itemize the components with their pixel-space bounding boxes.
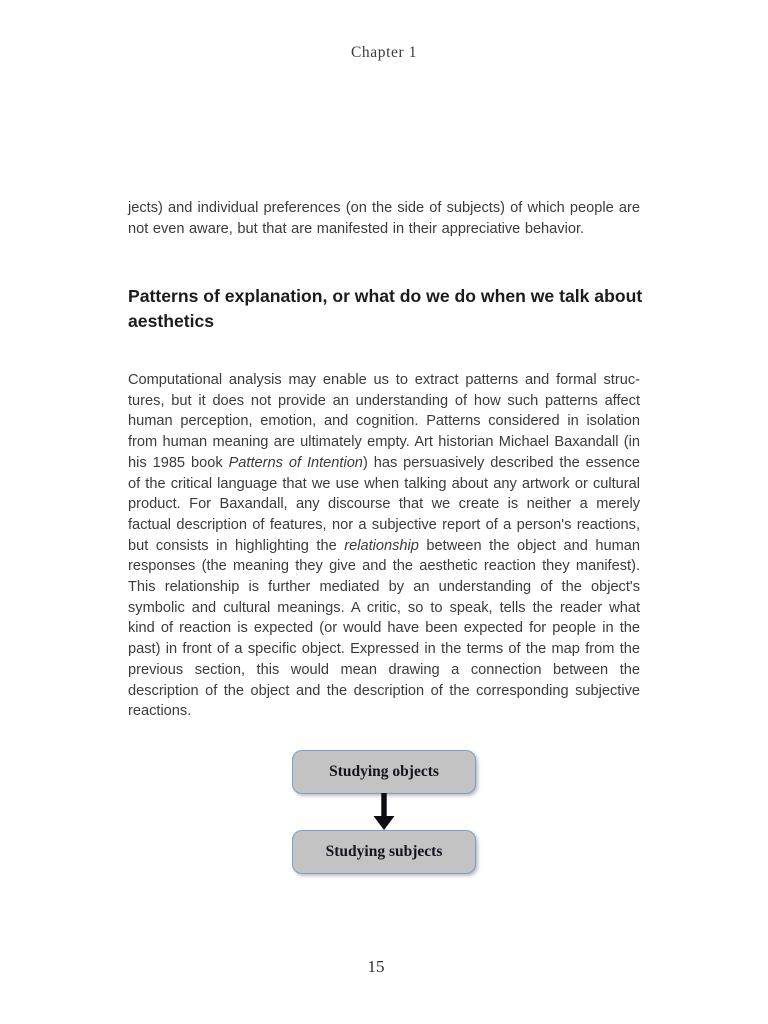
intro-paragraph: jects) and individual preferences (on the side of subjects) of which people are not even aware, but that are manifested in their appreciative behavior.	[128, 200, 640, 237]
page-number: 15	[367, 957, 385, 976]
diagram-box-studying-subjects	[292, 830, 476, 874]
running-header: Chapter 1	[350, 44, 418, 61]
diagram-box-top-label: Studying objects	[329, 763, 439, 780]
body-paragraph: Computational analysis may enable us to extract patterns and formal structures, but it does not provide an understanding of how such patterns affect human perception, emotion, and cognition. Patterns considered in isolation from human meaning are ultimately empty. Art historian Michael Baxandall (in his 1985 book Patterns of Intention) has persuasively described the essence of the critical language that we use when talking about any artwork or cultural product. For Baxandall, any discourse that we create is neither a merely factual description of features, nor a subjective report of a person's reactions, but consists in highlighting the relationship between the object and human responses (the meaning they give and the aesthetic reaction they manifest). This relationship is further mediated by an understanding of the object's symbolic and cultural meanings. A critic, so to speak, tells the reader what kind of reaction is expected (or would have been expected for people in the past) in front of a specific object. Expressed in the terms of the map from the previous section, this would mean drawing a connection between the description of the object and the description of the corresponding subjective reactions.	[128, 372, 641, 720]
section-heading: Patterns of explanation, or what do we do when we talk about aesthetics	[128, 286, 643, 331]
arrow-down-icon	[364, 793, 404, 831]
diagram-box-studying-objects	[292, 750, 476, 794]
diagram-box-bottom-label: Studying subjects	[325, 843, 443, 860]
flow-diagram	[0, 750, 768, 874]
